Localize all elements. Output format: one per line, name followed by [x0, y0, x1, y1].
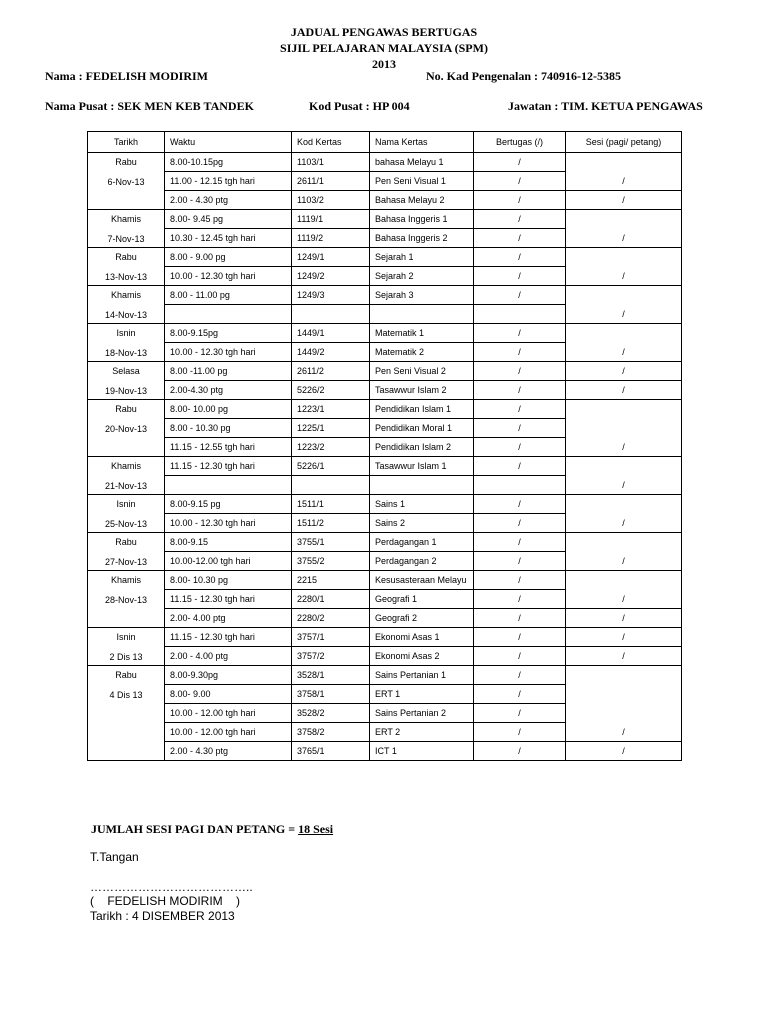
paper-name-cell: Tasawwur Islam 2 [370, 381, 474, 400]
schedule-body [88, 153, 682, 761]
paper-code-cell: 1119/1 [292, 210, 370, 229]
time-cell: 8.00 -11.00 pg [165, 362, 292, 381]
duty-mark-cell: / [474, 628, 566, 647]
duty-mark-cell: / [474, 153, 566, 172]
position-field: Jawatan : TIM. KETUA PENGAWAS [508, 99, 703, 113]
table-row [88, 362, 682, 381]
schedule-table [87, 131, 682, 761]
time-cell: 10.00 - 12.30 tgh hari [165, 343, 292, 362]
day-name: Khamis [110, 290, 141, 300]
title-line-1: JADUAL PENGAWAS BERTUGAS [290, 25, 478, 39]
duty-mark-cell: / [474, 286, 566, 305]
time-cell: 2.00 - 4.30 ptg [165, 191, 292, 210]
day-date: 20-Nov-13 [104, 424, 148, 434]
table-row [88, 191, 682, 210]
paper-name-cell: Kesusasteraan Melayu [370, 571, 474, 590]
date-cell [88, 362, 165, 400]
time-cell: 8.00 - 11.00 pg [165, 286, 292, 305]
session-mark-cell: / [566, 666, 682, 742]
session-mark-cell: / [566, 495, 682, 533]
time-cell: 10.00 - 12.30 tgh hari [165, 267, 292, 286]
paper-code-cell: 1223/1 [292, 400, 370, 419]
day-date: 25-Nov-13 [104, 519, 148, 529]
paper-name-cell: Geografi 1 [370, 590, 474, 609]
duty-mark-cell: / [474, 343, 566, 362]
paper-name-cell: Ekonomi Asas 2 [370, 647, 474, 666]
session-mark-cell: / [566, 609, 682, 628]
time-cell: 11.15 - 12.55 tgh hari [165, 438, 292, 457]
time-cell: 2.00- 4.00 ptg [165, 609, 292, 628]
column-header-kod-kertas: Kod Kertas [292, 132, 370, 153]
paper-name-cell: Ekonomi Asas 1 [370, 628, 474, 647]
table-row [88, 286, 682, 305]
duty-mark-cell: / [474, 248, 566, 267]
paper-code-cell: 3528/1 [292, 666, 370, 685]
paper-name-cell: Pendidikan Moral 1 [370, 419, 474, 438]
day-date: 6-Nov-13 [107, 177, 145, 187]
paper-name-cell: Sejarah 1 [370, 248, 474, 267]
table-row [88, 742, 682, 761]
paper-name-cell: Tasawwur Islam 1 [370, 457, 474, 476]
duty-mark-cell: / [474, 400, 566, 419]
paper-name-cell: Matematik 2 [370, 343, 474, 362]
time-cell: 2.00 - 4.00 ptg [165, 647, 292, 666]
duty-mark-cell: / [474, 191, 566, 210]
paper-name-cell: Sejarah 2 [370, 267, 474, 286]
paper-name-cell: Pen Seni Visual 2 [370, 362, 474, 381]
date-cell [88, 153, 165, 210]
column-header-tarikh: Tarikh [88, 132, 165, 153]
table-header-row [88, 132, 682, 153]
paper-name-cell: ICT 1 [370, 742, 474, 761]
paper-code-cell: 1449/2 [292, 343, 370, 362]
paper-name-cell: Geografi 2 [370, 609, 474, 628]
session-mark-cell: / [566, 533, 682, 571]
day-date: 19-Nov-13 [104, 386, 148, 396]
table-row [88, 400, 682, 419]
time-cell [165, 476, 292, 495]
paper-name-cell: Bahasa Inggeris 1 [370, 210, 474, 229]
time-cell: 8.00-9.15 [165, 533, 292, 552]
time-cell [165, 305, 292, 324]
duty-mark-cell: / [474, 381, 566, 400]
paper-code-cell: 2611/2 [292, 362, 370, 381]
title-year: 2013 [372, 57, 396, 71]
session-mark-cell: / [566, 324, 682, 362]
session-mark-cell: / [566, 248, 682, 286]
centre-code-field: Kod Pusat : HP 004 [309, 99, 410, 113]
time-cell: 10.00 - 12.00 tgh hari [165, 723, 292, 742]
column-header-bertugas: Bertugas (/) [474, 132, 566, 153]
duty-mark-cell: / [474, 267, 566, 286]
paper-code-cell: 3757/1 [292, 628, 370, 647]
day-date: 4 Dis 13 [109, 690, 143, 700]
day-name: Rabu [115, 404, 137, 414]
session-mark-cell: / [566, 628, 682, 647]
day-name: Isnin [116, 499, 136, 509]
paper-code-cell: 3755/1 [292, 533, 370, 552]
time-cell: 8.00- 10.00 pg [165, 400, 292, 419]
signature-name: ( FEDELISH MODIRIM ) [90, 894, 241, 908]
session-mark-cell: / [566, 210, 682, 248]
paper-name-cell: bahasa Melayu 1 [370, 153, 474, 172]
duty-mark-cell: / [474, 172, 566, 191]
date-cell [88, 400, 165, 457]
paper-code-cell: 5226/2 [292, 381, 370, 400]
duty-mark-cell: / [474, 457, 566, 476]
time-cell: 8.00 - 10.30 pg [165, 419, 292, 438]
day-date: 14-Nov-13 [104, 310, 148, 320]
time-cell: 10.00 - 12.30 tgh hari [165, 514, 292, 533]
signature-label: T.Tangan [90, 850, 139, 864]
duty-mark-cell: / [474, 324, 566, 343]
centre-name-field: Nama Pusat : SEK MEN KEB TANDEK [45, 99, 254, 113]
time-cell: 2.00 - 4.30 ptg [165, 742, 292, 761]
day-name: Isnin [116, 328, 136, 338]
duty-mark-cell: / [474, 609, 566, 628]
date-cell [88, 495, 165, 533]
duty-mark-cell: / [474, 666, 566, 685]
day-name: Rabu [115, 537, 137, 547]
session-mark-cell: / [566, 400, 682, 457]
paper-name-cell: Bahasa Inggeris 2 [370, 229, 474, 248]
paper-code-cell: 1449/1 [292, 324, 370, 343]
session-mark-cell: / [566, 742, 682, 761]
duty-mark-cell: / [474, 704, 566, 723]
day-date: 2 Dis 13 [109, 652, 143, 662]
duty-mark-cell [474, 476, 566, 495]
paper-name-cell: Pen Seni Visual 1 [370, 172, 474, 191]
time-cell: 8.00- 9.00 [165, 685, 292, 704]
duty-mark-cell: / [474, 533, 566, 552]
total-value: 18 Sesi [298, 822, 334, 836]
table-row [88, 533, 682, 552]
session-mark-cell: / [566, 571, 682, 609]
duty-mark-cell: / [474, 552, 566, 571]
table-row [88, 571, 682, 590]
column-header-waktu: Waktu [165, 132, 292, 153]
paper-name-cell [370, 305, 474, 324]
day-date: 18-Nov-13 [104, 348, 148, 358]
table-row [88, 495, 682, 514]
paper-code-cell: 2280/1 [292, 590, 370, 609]
duty-mark-cell: / [474, 590, 566, 609]
paper-code-cell: 1249/1 [292, 248, 370, 267]
paper-name-cell: Sains Pertanian 1 [370, 666, 474, 685]
duty-mark-cell: / [474, 438, 566, 457]
date-cell [88, 210, 165, 248]
title-line-2: SIJIL PELAJARAN MALAYSIA (SPM) [280, 41, 488, 55]
day-date: 21-Nov-13 [104, 481, 148, 491]
paper-code-cell: 1119/2 [292, 229, 370, 248]
table-row [88, 457, 682, 476]
date-cell [88, 533, 165, 571]
paper-code-cell: 3755/2 [292, 552, 370, 571]
paper-code-cell: 2215 [292, 571, 370, 590]
paper-name-cell: Bahasa Melayu 2 [370, 191, 474, 210]
document-title-block [0, 24, 768, 72]
time-cell: 8.00-9.15 pg [165, 495, 292, 514]
duty-mark-cell: / [474, 419, 566, 438]
paper-name-cell: Perdagangan 1 [370, 533, 474, 552]
time-cell: 11.00 - 12.15 tgh hari [165, 172, 292, 191]
day-name: Khamis [110, 461, 141, 471]
session-mark-cell: / [566, 191, 682, 210]
column-header-sesi: Sesi (pagi/ petang) [566, 132, 682, 153]
time-cell: 11.15 - 12.30 tgh hari [165, 590, 292, 609]
paper-name-cell: Sejarah 3 [370, 286, 474, 305]
paper-name-cell [370, 476, 474, 495]
table-row [88, 647, 682, 666]
signature-line: ………………………………….. [90, 880, 253, 894]
paper-code-cell: 3528/2 [292, 704, 370, 723]
duty-mark-cell: / [474, 514, 566, 533]
paper-code-cell: 1223/2 [292, 438, 370, 457]
day-name: Khamis [110, 214, 141, 224]
column-header-nama-kertas: Nama Kertas [370, 132, 474, 153]
day-name: Rabu [115, 670, 137, 680]
session-mark-cell: / [566, 153, 682, 191]
table-row [88, 628, 682, 647]
paper-name-cell: Sains 2 [370, 514, 474, 533]
paper-code-cell: 3765/1 [292, 742, 370, 761]
duty-mark-cell: / [474, 229, 566, 248]
paper-code-cell: 2280/2 [292, 609, 370, 628]
paper-code-cell: 1103/1 [292, 153, 370, 172]
duty-mark-cell: / [474, 723, 566, 742]
paper-name-cell: Matematik 1 [370, 324, 474, 343]
duty-mark-cell [474, 305, 566, 324]
day-date: 7-Nov-13 [107, 234, 145, 244]
duty-mark-cell: / [474, 685, 566, 704]
date-cell [88, 666, 165, 761]
table-row [88, 153, 682, 172]
date-cell [88, 286, 165, 324]
time-cell: 10.30 - 12.45 tgh hari [165, 229, 292, 248]
paper-code-cell [292, 476, 370, 495]
table-row [88, 210, 682, 229]
date-cell [88, 248, 165, 286]
time-cell: 8.00-9.15pg [165, 324, 292, 343]
time-cell: 8.00-9.30pg [165, 666, 292, 685]
paper-code-cell: 1511/1 [292, 495, 370, 514]
paper-code-cell: 1249/3 [292, 286, 370, 305]
total-sessions [91, 822, 333, 837]
day-name: Rabu [115, 157, 137, 167]
ic-number-field: No. Kad Pengenalan : 740916-12-5385 [426, 69, 621, 83]
paper-code-cell: 1103/2 [292, 191, 370, 210]
table-row [88, 609, 682, 628]
signature-date: Tarikh : 4 DISEMBER 2013 [90, 909, 235, 923]
time-cell: 8.00- 9.45 pg [165, 210, 292, 229]
day-name: Khamis [110, 575, 141, 585]
day-name: Selasa [112, 366, 140, 376]
duty-mark-cell: / [474, 362, 566, 381]
table-row [88, 666, 682, 685]
paper-name-cell: ERT 2 [370, 723, 474, 742]
time-cell: 11.15 - 12.30 tgh hari [165, 628, 292, 647]
time-cell: 8.00-10.15pg [165, 153, 292, 172]
date-cell [88, 571, 165, 628]
total-label: JUMLAH SESI PAGI DAN PETANG = [91, 822, 299, 836]
session-mark-cell: / [566, 457, 682, 495]
paper-code-cell: 2611/1 [292, 172, 370, 191]
paper-code-cell: 1225/1 [292, 419, 370, 438]
paper-name-cell: Sains 1 [370, 495, 474, 514]
day-date: 13-Nov-13 [104, 272, 148, 282]
session-mark-cell: / [566, 647, 682, 666]
paper-code-cell: 3757/2 [292, 647, 370, 666]
duty-mark-cell: / [474, 647, 566, 666]
time-cell: 10.00-12.00 tgh hari [165, 552, 292, 571]
duty-mark-cell: / [474, 210, 566, 229]
paper-code-cell: 5226/1 [292, 457, 370, 476]
paper-name-cell: Perdagangan 2 [370, 552, 474, 571]
nama-field: Nama : FEDELISH MODIRIM [45, 69, 209, 83]
date-cell [88, 457, 165, 495]
time-cell: 8.00 - 9.00 pg [165, 248, 292, 267]
paper-name-cell: Pendidikan Islam 2 [370, 438, 474, 457]
paper-code-cell: 3758/2 [292, 723, 370, 742]
date-cell [88, 324, 165, 362]
time-cell: 11.15 - 12.30 tgh hari [165, 457, 292, 476]
paper-name-cell: Pendidikan Islam 1 [370, 400, 474, 419]
time-cell: 10.00 - 12.00 tgh hari [165, 704, 292, 723]
duty-mark-cell: / [474, 742, 566, 761]
duty-mark-cell: / [474, 571, 566, 590]
session-mark-cell: / [566, 362, 682, 381]
table-row [88, 248, 682, 267]
time-cell: 2.00-4.30 ptg [165, 381, 292, 400]
table-row [88, 381, 682, 400]
paper-code-cell: 1511/2 [292, 514, 370, 533]
day-date: 28-Nov-13 [104, 595, 148, 605]
paper-name-cell: ERT 1 [370, 685, 474, 704]
day-name: Rabu [115, 252, 137, 262]
day-date: 27-Nov-13 [104, 557, 148, 567]
time-cell: 8.00- 10.30 pg [165, 571, 292, 590]
paper-code-cell: 3758/1 [292, 685, 370, 704]
table-row [88, 324, 682, 343]
date-cell [88, 628, 165, 666]
paper-code-cell [292, 305, 370, 324]
duty-mark-cell: / [474, 495, 566, 514]
session-mark-cell: / [566, 381, 682, 400]
paper-name-cell: Sains Pertanian 2 [370, 704, 474, 723]
session-mark-cell: / [566, 286, 682, 324]
paper-code-cell: 1249/2 [292, 267, 370, 286]
day-name: Isnin [116, 632, 136, 642]
